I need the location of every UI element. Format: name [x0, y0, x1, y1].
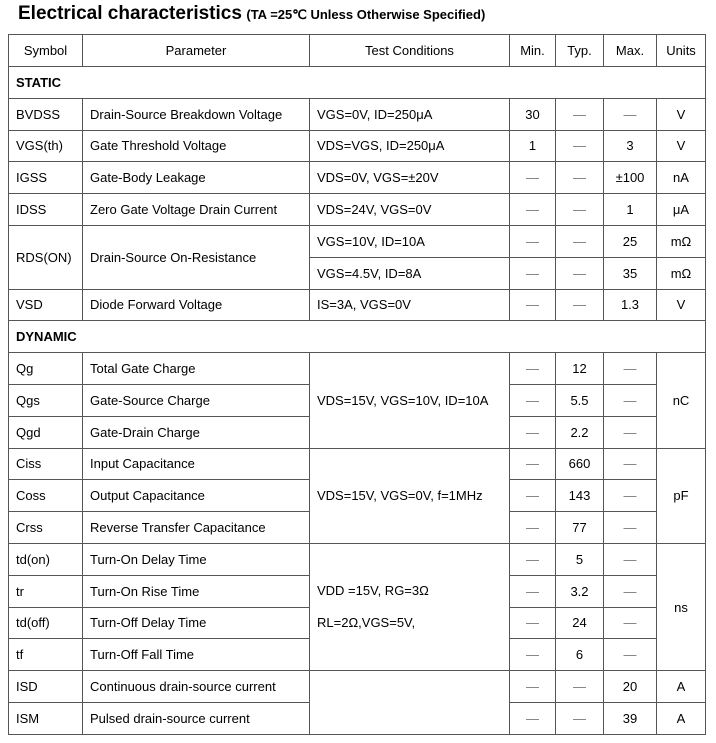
typ-cell: — [556, 257, 604, 289]
condition-cell [310, 671, 510, 735]
typ-cell: 660 [556, 448, 604, 480]
min-cell: 30 [510, 98, 556, 130]
symbol-cell: IGSS [9, 162, 83, 194]
table-row [9, 225, 706, 257]
typ-cell: — [556, 130, 604, 162]
max-cell: — [604, 575, 657, 607]
page-title [18, 3, 485, 25]
parameter-cell: Gate Threshold Voltage [83, 130, 310, 162]
unit-cell: V [657, 289, 706, 321]
typ-cell: — [556, 194, 604, 226]
table-row [9, 130, 706, 162]
max-cell: — [604, 353, 657, 385]
min-cell: — [510, 416, 556, 448]
parameter-cell: Gate-Drain Charge [83, 416, 310, 448]
parameter-cell: Reverse Transfer Capacitance [83, 512, 310, 544]
typ-cell: — [556, 671, 604, 703]
max-cell: 35 [604, 257, 657, 289]
condition-cell: VGS=10V, ID=10A [310, 225, 510, 257]
section-row-dynamic [9, 321, 706, 353]
table-row [9, 448, 706, 480]
min-cell: — [510, 289, 556, 321]
typ-cell: — [556, 289, 604, 321]
condition-cell: VGS=4.5V, ID=8A [310, 257, 510, 289]
header-symbol: Symbol [9, 35, 83, 67]
typ-cell: 12 [556, 353, 604, 385]
min-cell: — [510, 702, 556, 734]
table-row [9, 162, 706, 194]
table-row [9, 543, 706, 575]
max-cell: 1.3 [604, 289, 657, 321]
unit-cell: V [657, 98, 706, 130]
typ-cell: 5 [556, 543, 604, 575]
max-cell: 3 [604, 130, 657, 162]
table-row [9, 289, 706, 321]
parameter-cell: Drain-Source On-Resistance [83, 225, 310, 289]
condition-cell: VDS=24V, VGS=0V [310, 194, 510, 226]
min-cell: — [510, 480, 556, 512]
max-cell: — [604, 384, 657, 416]
min-cell: — [510, 353, 556, 385]
max-cell: — [604, 448, 657, 480]
symbol-cell: Crss [9, 512, 83, 544]
header-typ: Typ. [556, 35, 604, 67]
parameter-cell: Turn-On Delay Time [83, 543, 310, 575]
unit-cell: nC [657, 353, 706, 448]
section-row-static [9, 67, 706, 99]
symbol-cell: VSD [9, 289, 83, 321]
parameter-cell: Input Capacitance [83, 448, 310, 480]
header-max: Max. [604, 35, 657, 67]
condition-cell: IS=3A, VGS=0V [310, 289, 510, 321]
symbol-cell: ISM [9, 702, 83, 734]
section-label-static: STATIC [9, 67, 706, 99]
max-cell: — [604, 543, 657, 575]
header-units: Units [657, 35, 706, 67]
title-main: Electrical characteristics [18, 3, 242, 24]
parameter-cell: Output Capacitance [83, 480, 310, 512]
symbol-cell: Coss [9, 480, 83, 512]
parameter-cell: Diode Forward Voltage [83, 289, 310, 321]
unit-cell: nA [657, 162, 706, 194]
typ-cell: — [556, 225, 604, 257]
symbol-cell: Qg [9, 353, 83, 385]
typ-cell: 77 [556, 512, 604, 544]
condition-cell: VGS=0V, ID=250μA [310, 98, 510, 130]
condition-cell: VDS=15V, VGS=0V, f=1MHz [310, 448, 510, 543]
max-cell: 39 [604, 702, 657, 734]
min-cell: — [510, 194, 556, 226]
min-cell: — [510, 162, 556, 194]
max-cell: — [604, 512, 657, 544]
symbol-cell: tr [9, 575, 83, 607]
min-cell: — [510, 639, 556, 671]
unit-cell: A [657, 671, 706, 703]
unit-cell: ns [657, 543, 706, 670]
typ-cell: 3.2 [556, 575, 604, 607]
typ-cell: — [556, 98, 604, 130]
typ-cell: — [556, 702, 604, 734]
unit-cell: pF [657, 448, 706, 543]
symbol-cell: td(off) [9, 607, 83, 639]
symbol-cell: Qgd [9, 416, 83, 448]
parameter-cell: Gate-Body Leakage [83, 162, 310, 194]
parameter-cell: Turn-Off Fall Time [83, 639, 310, 671]
electrical-characteristics-table [8, 34, 706, 735]
switch-condition-line-2: RL=2Ω,VGS=5V, [317, 615, 416, 631]
parameter-cell: Total Gate Charge [83, 353, 310, 385]
unit-cell: mΩ [657, 225, 706, 257]
symbol-cell: td(on) [9, 543, 83, 575]
unit-cell: V [657, 130, 706, 162]
typ-cell: 143 [556, 480, 604, 512]
typ-cell: 24 [556, 607, 604, 639]
max-cell: 25 [604, 225, 657, 257]
max-cell: ±100 [604, 162, 657, 194]
parameter-cell: Continuous drain-source current [83, 671, 310, 703]
min-cell: — [510, 384, 556, 416]
section-label-dynamic: DYNAMIC [9, 321, 706, 353]
switch-condition-line-1: VDD =15V, RG=3Ω [317, 583, 429, 599]
table-row [9, 671, 706, 703]
table-row [9, 98, 706, 130]
min-cell: — [510, 575, 556, 607]
typ-cell: 6 [556, 639, 604, 671]
max-cell: — [604, 607, 657, 639]
symbol-cell: VGS(th) [9, 130, 83, 162]
condition-cell: VDS=0V, VGS=±20V [310, 162, 510, 194]
min-cell: — [510, 512, 556, 544]
min-cell: — [510, 607, 556, 639]
typ-cell: — [556, 162, 604, 194]
min-cell: — [510, 257, 556, 289]
condition-cell: VDS=VGS, ID=250μA [310, 130, 510, 162]
symbol-cell: Ciss [9, 448, 83, 480]
symbol-cell: BVDSS [9, 98, 83, 130]
header-min: Min. [510, 35, 556, 67]
min-cell: — [510, 225, 556, 257]
table-row [9, 353, 706, 385]
condition-cell [310, 543, 510, 670]
unit-cell: A [657, 702, 706, 734]
unit-cell: mΩ [657, 257, 706, 289]
symbol-cell: tf [9, 639, 83, 671]
symbol-cell: Qgs [9, 384, 83, 416]
max-cell: — [604, 639, 657, 671]
parameter-cell: Pulsed drain-source current [83, 702, 310, 734]
header-test-conditions: Test Conditions [310, 35, 510, 67]
title-sub: (TA =25℃ Unless Otherwise Specified) [246, 7, 486, 22]
min-cell: — [510, 671, 556, 703]
max-cell: 20 [604, 671, 657, 703]
unit-cell: μA [657, 194, 706, 226]
condition-cell: VDS=15V, VGS=10V, ID=10A [310, 353, 510, 448]
max-cell: — [604, 416, 657, 448]
table-header-row [9, 35, 706, 67]
max-cell: 1 [604, 194, 657, 226]
symbol-cell: ISD [9, 671, 83, 703]
parameter-cell: Turn-Off Delay Time [83, 607, 310, 639]
parameter-cell: Drain-Source Breakdown Voltage [83, 98, 310, 130]
symbol-cell: RDS(ON) [9, 225, 83, 289]
table-row [9, 194, 706, 226]
min-cell: — [510, 448, 556, 480]
min-cell: — [510, 543, 556, 575]
parameter-cell: Turn-On Rise Time [83, 575, 310, 607]
typ-cell: 5.5 [556, 384, 604, 416]
typ-cell: 2.2 [556, 416, 604, 448]
min-cell: 1 [510, 130, 556, 162]
parameter-cell: Zero Gate Voltage Drain Current [83, 194, 310, 226]
header-parameter: Parameter [83, 35, 310, 67]
symbol-cell: IDSS [9, 194, 83, 226]
parameter-cell: Gate-Source Charge [83, 384, 310, 416]
max-cell: — [604, 98, 657, 130]
max-cell: — [604, 480, 657, 512]
